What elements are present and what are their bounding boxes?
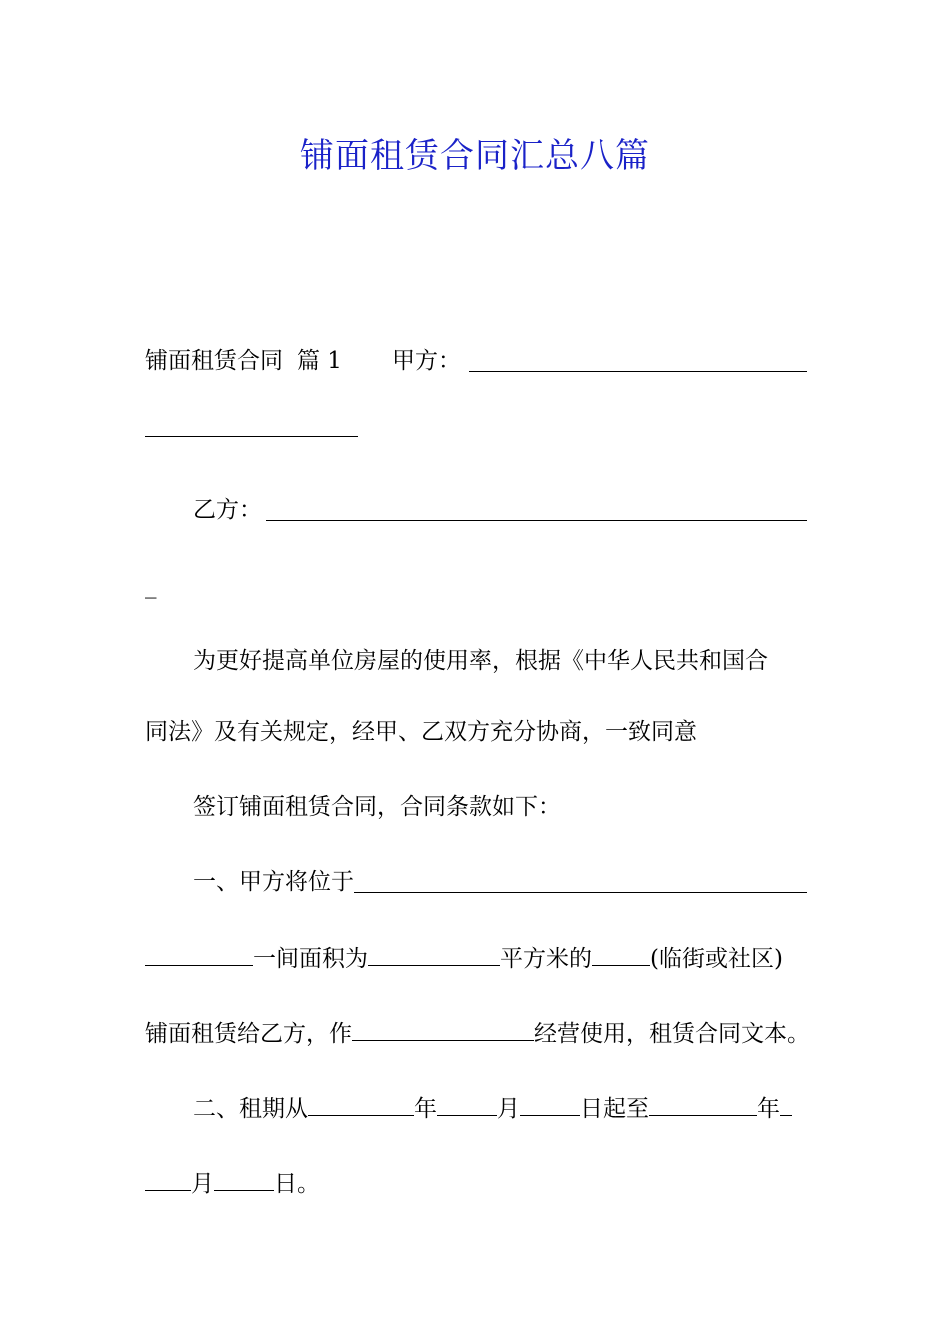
street-or-community: (临街或社区)	[650, 946, 783, 972]
document-title: 铺面租赁合同汇总八篇	[300, 136, 650, 176]
section-label: 铺面租赁合同	[145, 348, 283, 374]
start-day-blank[interactable]	[520, 1091, 580, 1116]
clause-1-prefix: 一、甲方将位于	[193, 869, 354, 895]
intro-line-3: 签订铺面租赁合同，合同条款如下：	[193, 794, 561, 820]
clause-1-line-1	[145, 866, 807, 898]
end-day-blank[interactable]	[214, 1166, 274, 1191]
end-month-blank[interactable]	[780, 1091, 792, 1116]
clause-2-line-2	[145, 1166, 807, 1200]
business-use-label: 经营使用，租赁合同文本。	[534, 1021, 810, 1047]
end-month-label: 月	[191, 1171, 214, 1197]
end-year-blank[interactable]	[649, 1091, 757, 1116]
section-number: 篇 1	[297, 348, 342, 374]
clause-1-line-3	[145, 1016, 810, 1050]
end-month-blank-cont[interactable]	[145, 1166, 191, 1191]
party-b-line	[145, 494, 807, 526]
year-label: 年	[414, 1096, 437, 1122]
business-blank[interactable]	[352, 1016, 534, 1041]
location-blank[interactable]	[354, 868, 807, 893]
month-label: 月	[497, 1096, 520, 1122]
party-a-continuation	[145, 412, 807, 446]
intro-line-2: 同法》及有关规定，经甲、乙双方充分协商，一致同意	[145, 719, 697, 745]
sqm-label: 平方米的	[500, 946, 592, 972]
party-b-continuation	[145, 570, 807, 602]
day-end-label: 日。	[274, 1171, 320, 1197]
end-year-label: 年	[757, 1096, 780, 1122]
type-blank[interactable]	[592, 941, 650, 966]
start-month-blank[interactable]	[437, 1091, 497, 1116]
lease-to-label: 铺面租赁给乙方，作	[145, 1021, 352, 1047]
party-a-blank[interactable]	[469, 347, 807, 372]
intro-line-1: 为更好提高单位房屋的使用率，根据《中华人民共和国合	[193, 648, 768, 674]
area-blank[interactable]	[368, 941, 500, 966]
party-b-label: 乙方：	[193, 497, 262, 523]
party-a-blank-cont[interactable]	[145, 412, 358, 437]
area-label: 一间面积为	[253, 946, 368, 972]
party-b-blank[interactable]	[266, 496, 807, 521]
party-a-label: 甲方：	[391, 348, 461, 374]
start-year-blank[interactable]	[308, 1091, 414, 1116]
clause-2-prefix: 二、租期从	[193, 1096, 308, 1122]
party-a-line	[145, 345, 807, 377]
location-blank-cont[interactable]	[145, 941, 253, 966]
clause-2-line-1	[145, 1091, 807, 1125]
tail-underscore: _	[145, 573, 157, 599]
day-start-label: 日起至	[580, 1096, 649, 1122]
clause-1-line-2	[145, 941, 807, 975]
